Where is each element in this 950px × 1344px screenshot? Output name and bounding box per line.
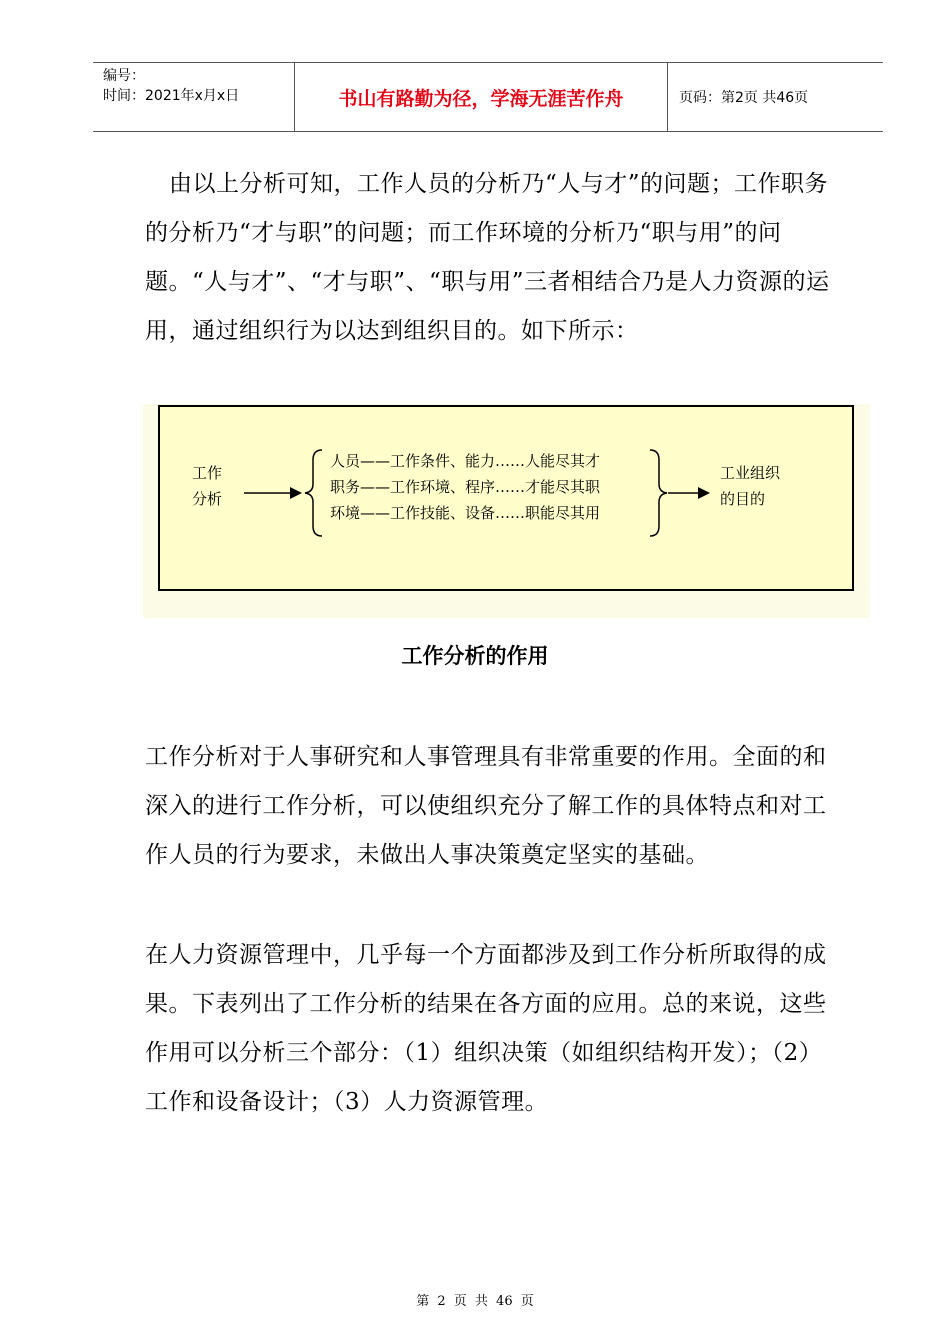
left-brace [305,450,322,536]
figure-row: 职务——工作环境、程序……才能尽其职 [330,478,601,496]
arrow-right-head [698,487,710,499]
figure-row: 人员——工作条件、能力……人能尽其才 [330,452,601,470]
figure-left-line2: 分析 [192,490,223,508]
figure-rows [330,448,600,526]
section-title: 工作分析的作用 [401,644,549,668]
figure-left-line1: 工作 [192,464,223,482]
paragraph-applications: 在人力资源管理中，几乎每一个方面都涉及到工作分析所取得的成果。下表列出了工作分析的结果在各方面的应用。总的来说，这些作用可以分析三个部分：（1）组织决策（如组织结构开发）；（2）工作和设备设计；（3）人力资源管理。 [145,942,827,1115]
number-label: 编号： [103,68,145,84]
header-page-info: 页码：第2页 共46页 [679,90,809,106]
time-label: 时间：2021年x月x日 [103,88,240,104]
figure-row: 环境——工作技能、设备……职能尽其用 [330,504,601,522]
page-footer: 第 2 页 共 46 页 [416,1294,534,1309]
paragraph-intro: 由以上分析可知，工作人员的分析乃“人与才”的问题；工作职务的分析乃“才与职”的问题；而工作环境的分析乃“职与用”的问题。“人与才”、“才与职”、“职与用”三者相结合乃是人力资源的运用，通过组织行为以达到组织目的。如下所示： [145,171,830,344]
right-brace [650,450,667,536]
figure-right-label [720,460,780,512]
figure-right-line1: 工业组织 [720,464,781,482]
figure-left-label [192,460,222,512]
arrow-left-head [290,487,302,499]
figure-right-line2: 的目的 [720,490,766,508]
paragraph-importance: 工作分析对于人事研究和人事管理具有非常重要的作用。全面的和深入的进行工作分析，可以使组织充分了解工作的具体特点和对工作人员的行为要求，未做出人事决策奠定坚实的基础。 [145,744,827,868]
header-motto: 书山有路勤为径，学海无涯苦作舟 [295,63,668,131]
